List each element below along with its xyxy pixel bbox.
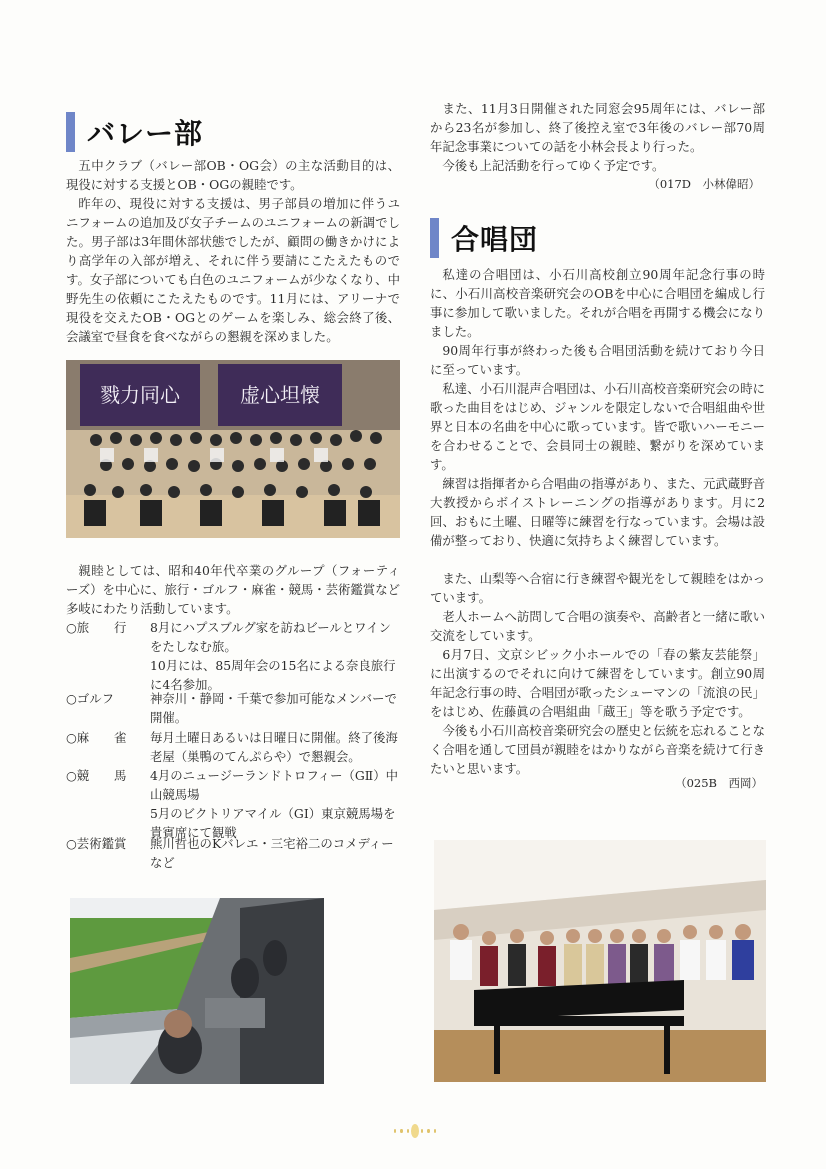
choir-paragraph-2: 90周年行事が終わった後も合唱団活動を続けており今日に至っています。 (430, 343, 765, 377)
choir-group-photo-image (434, 840, 766, 1082)
activity-horse-racing-line-1: 4月のニュージーランドトロフィー（GⅡ）中山競馬場 (150, 768, 398, 802)
activity-travel-line-2: 10月には、85周年会の15名による奈良旅行に4名参加。 (150, 658, 396, 692)
choir-group-photo (434, 840, 766, 1082)
volleyball-heading (66, 112, 203, 152)
activity-mahjong-label: ○麻 雀 (66, 730, 127, 745)
choir-heading (430, 218, 538, 258)
activity-arts (66, 834, 400, 872)
activity-arts-label: ○芸術鑑賞 (66, 836, 127, 851)
activity-mahjong (66, 728, 400, 766)
volleyball-title: バレー部 (87, 117, 204, 150)
activity-golf-line-1: 神奈川・静岡・千葉で参加可能なメンバーで開催。 (150, 691, 397, 725)
choir-title: 合唱団 (451, 223, 539, 256)
page-number-badge (411, 1124, 419, 1138)
activity-travel-line-1: 8月にハプスブルグ家を訪ねビールとワインをたしなむ旅。 (150, 620, 391, 654)
choir-paragraph-5: また、山梨等へ合宿に行き練習や観光をして親睦をはかっています。 (430, 571, 765, 605)
activity-mahjong-line-1: 毎月土曜日あるいは日曜日に開催。終了後海老屋（巣鴨のてんぷらや）で懇親会。 (150, 730, 398, 764)
racecourse-photo (70, 898, 324, 1084)
activity-horse-racing-label: ○競 馬 (66, 768, 127, 783)
activity-golf-label: ○ゴルフ (66, 691, 114, 706)
choir-paragraph-4: 練習は指揮者から合唱曲の指導があり、また、元武蔵野音大教授からボイストレーニングの指導があります。月に2回、おもに土曜、日曜等に練習を行なっています。会場は設備が整っており、快適に気持ちよく練習しています。 (430, 476, 765, 548)
volleyball-continued-2: 今後も上記活動を行ってゆく予定です。 (442, 158, 665, 173)
volleyball-paragraph-3: 親睦としては、昭和40年代卒業のグループ（フォーティーズ）を中心に、旅行・ゴルフ・麻雀・競馬・芸術鑑賞など多岐にわたり活動しています。 (66, 563, 400, 616)
heading-accent-bar (66, 112, 75, 152)
choir-paragraph-1: 私達の合唱団は、小石川高校創立90周年記念行事の時に、小石川高校音楽研究会のOBを中心に合唱団を編成し行事に参加して歌いました。それが合唱を再開する機会になりました。 (430, 267, 765, 339)
volleyball-continued-1: また、11月3日開催された同窓会95周年には、バレー部から23名が参加し、終了後控え室で3年後のバレー部70周年記念事業についての話を小林会長より行った。 (430, 101, 765, 154)
volleyball-team-photo (66, 360, 400, 538)
activity-horse-racing-line-2: 5月のビクトリアマイル（GⅠ）東京競馬場を貴賓席にて観戦 (150, 806, 396, 840)
volleyball-paragraph-2: 昨年の、現役に対する支援は、男子部員の増加に伴うユニフォームの追加及び女子チームのユニフォームの新調でした。男子部は3年間休部状態でしたが、顧問の働きかけにより高学年の入部が増え、それに伴う要請にこたえたものです。女子部についても白色のユニフォームが少なくなり、中野先生の依頼にこたえたものです。11月には、アリーナで現役を交えたOB・OGとのゲームを楽しみ、総会終了後、会議室で昼食を食べながらの懇親を深めました。 (66, 196, 400, 344)
choir-paragraph-7: 6月7日、文京シビック小ホールでの「春の紫友芸能祭」に出演するのでそれに向けて練習をしています。創立90周年記念行事の時、合唱団が歌ったシューマンの「流浪の民」をはじめ、佐藤眞の合唱組曲「蔵王」等を歌う予定です。 (430, 647, 765, 719)
choir-paragraph-6: 老人ホームへ訪問して合唱の演奏や、高齢者と一緒に歌い交流をしています。 (430, 609, 765, 643)
racecourse-photo-image (70, 898, 324, 1084)
volleyball-paragraph-1: 五中クラブ（バレー部OB・OG会）の主な活動目的は、現役に対する支援とOB・OGの親睦です。 (66, 158, 400, 192)
choir-paragraph-8: 今後も小石川高校音楽研究会の歴史と伝統を忘れることなく合唱を通して団員が親睦をはかりながら音楽を続けて行きたいと思います。 (430, 723, 765, 776)
activity-horse-racing (66, 766, 400, 842)
volleyball-signature: （017D 小林偉昭） (648, 177, 760, 191)
activity-arts-line-1: 熊川哲也のKバレエ・三宅裕二のコメディーなど (150, 836, 394, 870)
volleyball-team-photo-image (66, 360, 400, 538)
activity-travel (66, 618, 400, 694)
heading-accent-bar (430, 218, 439, 258)
activity-travel-label: ○旅 行 (66, 620, 127, 635)
banner-2-text: 虚心坦懐 (240, 383, 320, 407)
choir-paragraph-3: 私達、小石川混声合唱団は、小石川高校音楽研究会の時に歌った曲目をはじめ、ジャンルを限定しないで合唱組曲や世界と日本の名曲を中心に歌っています。皆で歌いハーモニーを合わせることで、会員同士の親睦、繋がりを深めています。 (430, 381, 765, 472)
activity-golf (66, 689, 400, 727)
banner-1-text: 戮力同心 (100, 383, 180, 407)
page-number-ornament (392, 1122, 438, 1140)
choir-signature: （025B 西岡） (675, 776, 763, 790)
